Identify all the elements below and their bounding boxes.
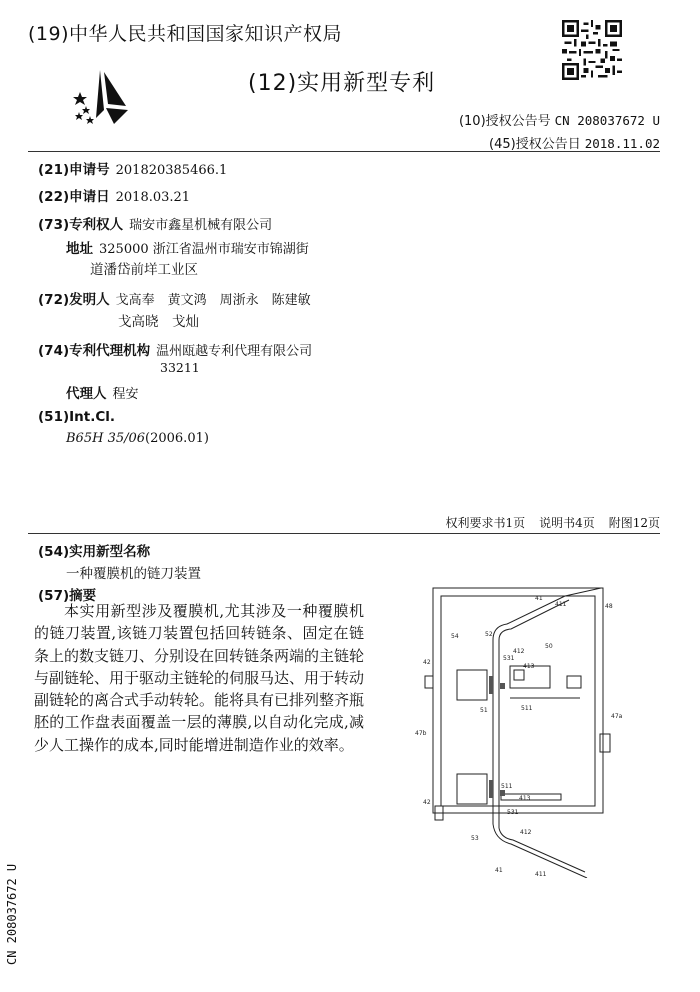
utility-model-title: 一种覆膜机的链刀装置: [66, 566, 201, 582]
filing-date-label: (22)申请日: [38, 189, 110, 205]
utility-model-title-label: (54)实用新型名称: [38, 544, 151, 560]
label-411-top: 411: [555, 601, 567, 608]
qr-code-icon: [562, 20, 622, 80]
address-label: 地址: [66, 241, 93, 257]
inventors: [38, 288, 311, 308]
int-cl-code: B65H 35/06: [66, 431, 146, 446]
label-412-top: 412: [513, 648, 525, 655]
address-line-1: 325000 浙江省温州市瑞安市锦湖街: [99, 242, 309, 257]
patent-agency-code: 33211: [160, 360, 200, 375]
pages-summary: [431, 514, 660, 531]
label-48: 48: [605, 603, 613, 610]
label-511-top: 511: [521, 705, 533, 712]
inventors-label: (72)发明人: [38, 292, 110, 308]
application-number-value: 201820385466.1: [115, 163, 228, 178]
lower-motor-box: [457, 774, 487, 804]
lower-clamp-mark: [500, 790, 505, 796]
agent-value: 程安: [112, 387, 139, 402]
label-531-top: 531: [503, 655, 515, 662]
publication-date-label: (45)授权公告日: [489, 137, 581, 152]
header-divider: [28, 151, 660, 152]
patentee-label: (73)专利权人: [38, 217, 124, 233]
application-number-label: (21)申请号: [38, 162, 110, 178]
label-47a: 47a: [611, 713, 623, 720]
label-412-bottom: 412: [520, 829, 532, 836]
label-53: 53: [471, 835, 479, 842]
upper-clamp-mark: [500, 683, 505, 689]
lower-bar: [501, 794, 561, 800]
upper-sprocket-mark: [489, 676, 493, 694]
right-handle: [600, 734, 610, 752]
label-42-bottom: 42: [423, 799, 431, 806]
int-cl: [38, 409, 115, 425]
label-511-bottom: 511: [501, 783, 513, 790]
description-pages: 说明书4页: [539, 516, 595, 530]
label-531-bottom: 531: [507, 809, 519, 816]
patentee-value: 瑞安市鑫星机械有限公司: [129, 218, 273, 233]
label-41-bottom: 41: [495, 867, 503, 874]
publication-number-label: (10)授权公告号: [458, 114, 551, 129]
publication-number-value: CN 208037672 U: [554, 113, 660, 128]
right-block: [567, 676, 581, 688]
office-logo-icon: [70, 66, 138, 128]
filing-date-value: 2018.03.21: [115, 190, 191, 205]
label-54: 54: [451, 633, 459, 640]
drawings-pages: 附图12页: [608, 516, 660, 530]
int-cl-version: (2006.01): [145, 431, 209, 446]
address: [66, 237, 309, 257]
left-handle: [425, 676, 433, 688]
int-cl-label: (51)Int.Cl.: [38, 409, 116, 425]
publication-number: [459, 110, 660, 129]
label-411-bottom: 411: [535, 871, 547, 878]
label-413-top: 413: [523, 663, 535, 670]
lower-sprocket-mark: [489, 780, 493, 798]
label-47b: 47b: [415, 730, 427, 737]
patentee: [38, 213, 272, 233]
inventors-line-1: 戈高奉 黄文鸿 周浙永 陈建敏: [115, 293, 311, 308]
upper-blade: [565, 588, 601, 596]
patent-agency: [38, 339, 312, 359]
address-line-2: 道潘岱前垟工业区: [90, 262, 198, 278]
upper-plate-window: [514, 670, 524, 680]
publication-date-value: 2018.11.02: [584, 136, 660, 151]
claims-pages: 权利要求书1页: [445, 516, 526, 530]
agent-label: 代理人: [66, 386, 107, 402]
abstract-text: 本实用新型涉及覆膜机,尤其涉及一种覆膜机的链刀装置,该链刀装置包括回转链条、固定在链条上的数支链刀、分别设在回转链条两端的主链轮与副链轮、用于驱动主链轮的伺服马达、用于转动副链轮的离合式手动转轮。能将具有已排列整齐瓶胚的工作盘表面覆盖一层的薄膜,以自动化完成,减少人工操作的成本,同时能增进制造作业的效率。: [34, 602, 365, 754]
label-51: 51: [480, 707, 488, 714]
patent-office-name: (19)中华人民共和国国家知识产权局: [28, 23, 343, 45]
summary-divider: [28, 533, 660, 534]
label-413-bottom: 413: [519, 795, 531, 802]
chain-knife-device-drawing: [415, 578, 640, 878]
label-52: 52: [485, 631, 493, 638]
document-type-title: (12)实用新型专利: [248, 71, 436, 96]
publication-date: [489, 133, 660, 152]
patent-agency-value: 温州瓯越专利代理有限公司: [156, 344, 313, 359]
int-cl-value: [66, 431, 209, 446]
filing-date: [38, 185, 190, 205]
inventors-line-2: 戈高晓 戈灿: [118, 314, 199, 330]
label-50: 50: [545, 643, 553, 650]
lower-film-arm: [493, 824, 587, 878]
label-41-top: 41: [535, 595, 543, 602]
upper-motor-box: [457, 670, 487, 700]
application-number: [38, 158, 227, 178]
abstract-label: (57)摘要: [38, 588, 97, 604]
side-document-id: CN 208037672 U: [5, 863, 19, 965]
lower-film-arm-inner: [499, 828, 585, 872]
agent: [66, 382, 139, 402]
label-42-top: 42: [423, 659, 431, 666]
patent-agency-label: (74)专利代理机构: [38, 343, 151, 359]
